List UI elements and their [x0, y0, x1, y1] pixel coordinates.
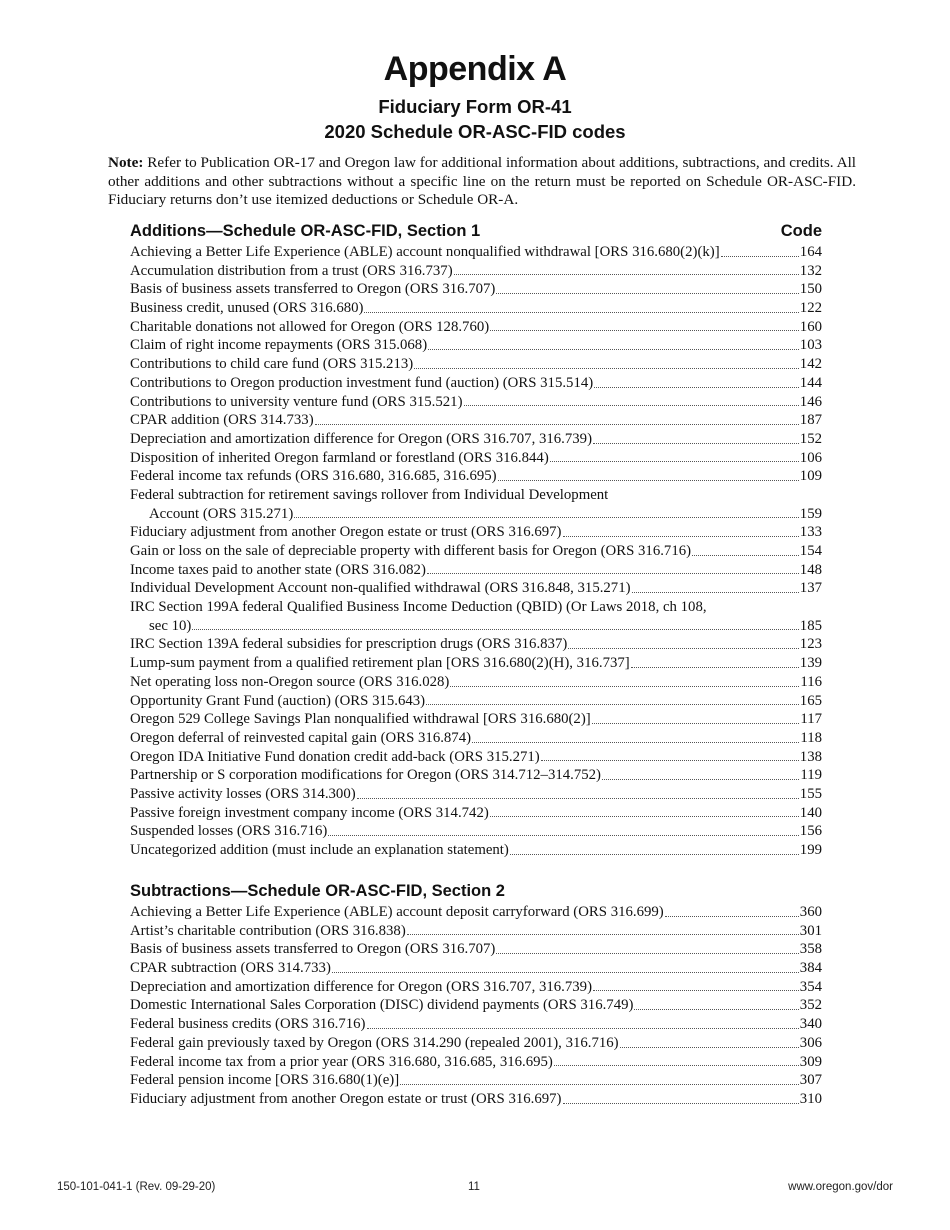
item-code: 140 — [799, 804, 822, 821]
item-code: 146 — [799, 393, 822, 410]
list-item — [130, 1015, 822, 1034]
item-code: 301 — [799, 922, 822, 939]
schedule-subtitle: 2020 Schedule OR-ASC-FID codes — [324, 121, 626, 142]
dot-leader — [550, 460, 799, 462]
item-label: Depreciation and amortization difference for Oregon (ORS 316.707, 316.739) — [130, 430, 592, 447]
dot-leader — [328, 834, 799, 836]
list-item — [130, 785, 822, 804]
list-item-line — [130, 486, 822, 505]
item-label: Federal income tax refunds (ORS 316.680, 316.685, 316.695) — [130, 468, 497, 485]
item-label: Individual Development Account non-qualified withdrawal (ORS 316.848, 315.271) — [130, 580, 631, 597]
additions-list — [130, 243, 822, 860]
dot-leader — [315, 423, 799, 425]
item-code: 155 — [799, 785, 822, 802]
list-item — [130, 374, 822, 393]
dot-leader — [294, 516, 799, 518]
dot-leader — [593, 989, 799, 991]
item-label: Disposition of inherited Oregon farmland or forestland (ORS 316.844) — [130, 449, 549, 466]
list-item — [130, 1090, 822, 1109]
list-item — [130, 430, 822, 449]
list-item — [130, 654, 822, 673]
list-item — [130, 505, 822, 524]
item-code: 139 — [799, 655, 822, 672]
list-item — [130, 996, 822, 1015]
list-item-line — [130, 598, 822, 617]
item-code: 133 — [799, 524, 822, 541]
list-item — [130, 542, 822, 561]
item-code: 144 — [799, 374, 822, 391]
item-label: Claim of right income repayments (ORS 315.068) — [130, 337, 428, 354]
item-label: IRC Section 139A federal subsidies for prescription drugs (ORS 316.837) — [130, 636, 568, 653]
dot-leader — [496, 292, 798, 294]
list-item — [130, 579, 822, 598]
additions-heading: Additions—Schedule OR-ASC-FID, Section 1 — [130, 222, 481, 240]
list-item — [130, 336, 822, 355]
item-code: 352 — [799, 997, 822, 1014]
dot-leader — [367, 1027, 799, 1029]
item-code: 142 — [799, 356, 822, 373]
item-label: Federal subtraction for retirement savings rollover from Individual Development — [130, 486, 609, 503]
item-label: Business credit, unused (ORS 316.680) — [130, 300, 364, 317]
dot-leader — [332, 971, 799, 973]
note-paragraph — [108, 154, 856, 210]
page-title: Appendix A — [383, 50, 567, 88]
subtractions-header — [130, 879, 822, 903]
item-label: Federal pension income [ORS 316.680(1)(e)] — [130, 1072, 400, 1089]
item-code: 132 — [799, 262, 822, 279]
item-label: Domestic International Sales Corporation (DISC) dividend payments (ORS 316.749) — [130, 997, 634, 1014]
item-code: 354 — [799, 978, 822, 995]
dot-leader — [721, 255, 799, 257]
item-code: 185 — [799, 617, 822, 634]
item-label: CPAR subtraction (ORS 314.733) — [130, 960, 331, 977]
dot-leader — [428, 348, 799, 350]
footer-form-id: 150-101-041-1 (Rev. 09-29-20) — [57, 1181, 216, 1193]
item-label: Uncategorized addition (must include an explanation statement) — [130, 842, 509, 858]
dot-leader — [692, 554, 799, 556]
list-item — [130, 940, 822, 959]
subtractions-heading: Subtractions—Schedule OR-ASC-FID, Section 2 — [130, 882, 505, 900]
dot-leader — [357, 797, 799, 799]
item-code: 137 — [799, 580, 822, 597]
footer-page-number: 11 — [468, 1181, 480, 1193]
dot-leader — [414, 367, 799, 369]
dot-leader — [427, 572, 799, 574]
item-label: Accumulation distribution from a trust (ORS 316.737) — [130, 262, 453, 279]
item-label: Basis of business assets transferred to Oregon (ORS 316.707) — [130, 941, 496, 958]
item-label: Passive activity losses (ORS 314.300) — [130, 785, 356, 802]
list-item — [130, 692, 822, 711]
item-label: Contributions to Oregon production investment fund (auction) (ORS 315.514) — [130, 374, 594, 391]
list-item — [130, 467, 822, 486]
item-label: Achieving a Better Life Experience (ABLE) account nonqualified withdrawal [ORS 316.680(2)(k)] — [130, 244, 720, 260]
list-item — [130, 561, 822, 580]
list-item — [130, 841, 822, 860]
dot-leader — [450, 685, 799, 687]
item-code: 165 — [799, 692, 822, 709]
list-item — [130, 903, 822, 922]
item-label: Net operating loss non-Oregon source (ORS 316.028) — [130, 673, 450, 690]
item-code: 199 — [799, 842, 822, 858]
note-label: Note: — [108, 154, 144, 171]
list-item — [130, 617, 822, 636]
list-item — [130, 729, 822, 748]
item-code: 117 — [800, 711, 822, 728]
item-label: Federal business credits (ORS 316.716) — [130, 1016, 366, 1033]
item-code: 152 — [799, 430, 822, 447]
list-item — [130, 822, 822, 841]
dot-leader — [620, 1046, 799, 1048]
item-label: Charitable donations not allowed for Oregon (ORS 128.760) — [130, 318, 490, 335]
dot-leader — [563, 535, 799, 537]
item-label: Suspended losses (ORS 316.716) — [130, 823, 328, 840]
list-item — [130, 411, 822, 430]
item-code: 164 — [799, 244, 822, 260]
item-code: 358 — [799, 941, 822, 958]
item-label: Oregon deferral of reinvested capital gain (ORS 316.874) — [130, 729, 472, 746]
dot-leader — [594, 386, 799, 388]
item-label: Depreciation and amortization difference for Oregon (ORS 316.707, 316.739) — [130, 978, 592, 995]
list-item — [130, 748, 822, 767]
item-code: 138 — [799, 748, 822, 765]
item-code: 154 — [799, 543, 822, 559]
item-label: Federal gain previously taxed by Oregon (ORS 314.290 (repealed 2001), 316.716) — [130, 1034, 619, 1051]
dot-leader — [364, 311, 798, 313]
item-code: 160 — [799, 318, 822, 335]
item-code: 309 — [799, 1053, 822, 1070]
list-item — [130, 449, 822, 468]
dot-leader — [541, 759, 799, 761]
item-label: Achieving a Better Life Experience (ABLE) account deposit carryforward (ORS 316.699) — [130, 904, 664, 920]
item-code: 156 — [799, 823, 822, 840]
item-label: Opportunity Grant Fund (auction) (ORS 315.643) — [130, 692, 426, 709]
item-label: Passive foreign investment company income (ORS 314.742) — [130, 804, 489, 821]
item-code: 123 — [799, 636, 822, 653]
item-label: Income taxes paid to another state (ORS 316.082) — [130, 561, 426, 578]
dot-leader — [400, 1083, 799, 1085]
item-code: 310 — [799, 1090, 822, 1107]
item-code: 360 — [799, 904, 822, 920]
dot-leader — [602, 778, 799, 780]
dot-leader — [554, 1064, 799, 1066]
dot-leader — [498, 479, 799, 481]
additions-header — [130, 219, 822, 243]
dot-leader — [192, 628, 798, 630]
dot-leader — [665, 915, 799, 917]
item-code: 306 — [799, 1034, 822, 1051]
item-code: 307 — [799, 1072, 822, 1089]
dot-leader — [510, 853, 799, 855]
item-code: 159 — [799, 505, 822, 522]
dot-leader — [634, 1008, 798, 1010]
list-item — [130, 1053, 822, 1072]
item-code: 122 — [799, 300, 822, 317]
dot-leader — [426, 703, 799, 705]
item-code: 116 — [800, 673, 822, 690]
item-code: 106 — [799, 449, 822, 466]
item-code: 103 — [799, 337, 822, 354]
list-item — [130, 393, 822, 412]
item-label: Fiduciary adjustment from another Oregon estate or trust (ORS 316.697) — [130, 1090, 562, 1107]
list-item — [130, 1034, 822, 1053]
dot-leader — [454, 273, 799, 275]
item-label: IRC Section 199A federal Qualified Business Income Deduction (QBID) (Or Laws 2018, ch 108, — [130, 599, 707, 616]
list-item — [130, 243, 822, 262]
list-item — [130, 318, 822, 337]
item-label: Federal income tax from a prior year (ORS 316.680, 316.685, 316.695) — [130, 1053, 553, 1070]
item-code: 118 — [800, 729, 822, 746]
dot-leader — [472, 741, 799, 743]
list-item — [130, 959, 822, 978]
item-label: CPAR addition (ORS 314.733) — [130, 412, 314, 429]
note-text: Refer to Publication OR-17 and Oregon law for additional information about additions, subtractions, and credits. All other additions and other subtractions without a specific line on the return must be reported on Schedule OR-ASC-FID. Fiduciary returns don’t use itemized deductions or Schedule OR-A. — [108, 154, 857, 209]
dot-leader — [563, 1102, 799, 1104]
footer-website: www.oregon.gov/dor — [788, 1181, 893, 1193]
item-code: 119 — [800, 767, 822, 784]
dot-leader — [490, 815, 799, 817]
item-label: Partnership or S corporation modifications for Oregon (ORS 314.712–314.752) — [130, 767, 601, 784]
item-label: Artist’s charitable contribution (ORS 316.838) — [130, 922, 406, 939]
dot-leader — [464, 404, 799, 406]
code-column-heading: Code — [780, 222, 822, 240]
list-item — [130, 978, 822, 997]
item-label: Contributions to child care fund (ORS 315.213) — [130, 356, 414, 373]
item-label: Oregon 529 College Savings Plan nonqualified withdrawal [ORS 316.680(2)] — [130, 711, 591, 728]
subtractions-list — [130, 903, 822, 1109]
list-item — [130, 1071, 822, 1090]
dot-leader — [631, 666, 799, 668]
item-code: 384 — [799, 960, 822, 977]
list-item — [130, 299, 822, 318]
item-label: Lump-sum payment from a qualified retirement plan [ORS 316.680(2)(H), 316.737] — [130, 655, 630, 672]
item-label-continuation: Account (ORS 315.271) — [149, 505, 294, 522]
list-item — [130, 922, 822, 941]
item-code: 340 — [799, 1016, 822, 1033]
dot-leader — [496, 952, 798, 954]
item-code: 150 — [799, 281, 822, 298]
list-item — [130, 355, 822, 374]
dot-leader — [568, 647, 799, 649]
item-code: 109 — [799, 468, 822, 485]
list-item — [130, 280, 822, 299]
list-item — [130, 523, 822, 542]
list-item — [130, 635, 822, 654]
item-label: Gain or loss on the sale of depreciable property with different basis for Oregon (ORS 316.716) — [130, 543, 692, 559]
list-item — [130, 710, 822, 729]
item-label: Contributions to university venture fund (ORS 315.521) — [130, 393, 463, 410]
dot-leader — [632, 591, 799, 593]
dot-leader — [592, 722, 800, 724]
list-item — [130, 804, 822, 823]
list-item — [130, 673, 822, 692]
item-code: 148 — [799, 561, 822, 578]
item-label-continuation: sec 10) — [149, 617, 192, 634]
item-label: Fiduciary adjustment from another Oregon estate or trust (ORS 316.697) — [130, 524, 562, 541]
dot-leader — [407, 933, 799, 935]
dot-leader — [593, 442, 799, 444]
subtractions-section — [130, 879, 822, 1109]
list-item — [130, 262, 822, 281]
list-item — [130, 766, 822, 785]
dot-leader — [490, 329, 799, 331]
item-code: 187 — [799, 412, 822, 429]
additions-section — [130, 219, 822, 860]
item-label: Oregon IDA Initiative Fund donation credit add-back (ORS 315.271) — [130, 748, 540, 765]
item-label: Basis of business assets transferred to Oregon (ORS 316.707) — [130, 281, 496, 298]
form-subtitle: Fiduciary Form OR-41 — [378, 96, 572, 117]
